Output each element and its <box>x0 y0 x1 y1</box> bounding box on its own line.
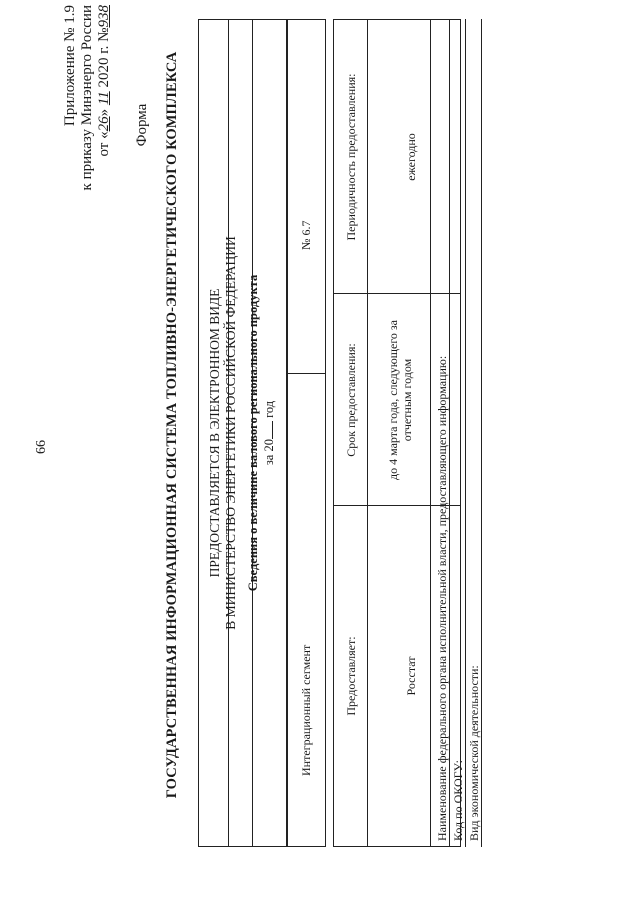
appendix-line-2: к приказу Минэнерго России <box>79 5 95 191</box>
form-label: Форма <box>134 103 150 147</box>
table-header: Срок предоставления: <box>344 343 358 457</box>
segment-divider <box>287 373 325 374</box>
authority-field <box>435 19 450 847</box>
page-title: ГОСУДАРСТВЕННАЯ ИНФОРМАЦИОННАЯ СИСТЕМА ТОПЛИВНО-ЭНЕРГЕТИЧЕСКОГО КОМПЛЕКСА <box>164 51 180 799</box>
table-divider <box>367 20 368 846</box>
table-cell: ежегодно <box>404 133 418 181</box>
handwritten-day: 26 <box>96 116 112 132</box>
report-title: Сведения о величине валового регионального продукта <box>246 274 260 592</box>
table-header: Предоставляет: <box>344 636 358 716</box>
year-blank <box>272 421 273 439</box>
table-header: Периодичность предоставления: <box>344 73 358 241</box>
table-cell: Росстат <box>404 656 418 696</box>
segment-box <box>286 19 326 847</box>
okogu-label: Код по ОКОГУ: <box>451 760 465 841</box>
submission-line-1: ПРЕДОСТАВЛЯЕТСЯ В ЭЛЕКТРОННОМ ВИДЕ <box>207 288 222 578</box>
okogu-field <box>451 19 466 847</box>
footer-fields <box>430 19 491 847</box>
page-number: 66 <box>34 440 49 454</box>
report-period <box>261 20 277 846</box>
appendix-block <box>62 5 113 205</box>
appendix-line-1: Приложение № 1.9 <box>62 5 78 127</box>
date-year: 2020 г. № <box>96 27 112 88</box>
authority-label: Наименование федерального органа исполнительной власти, предоставляющего информацию: <box>435 355 449 841</box>
submission-line-2: В МИНИСТЕРСТВО ЭНЕРГЕТИКИ РОССИЙСКОЙ ФЕДЕРАЦИИ <box>223 236 238 630</box>
handwritten-order-number: 938 <box>96 5 112 28</box>
segment-number: № 6.7 <box>299 220 313 250</box>
activity-field <box>467 19 482 847</box>
period-suffix: год <box>262 400 276 418</box>
period-prefix: за 20 <box>262 439 276 466</box>
date-prefix: от « <box>96 131 112 157</box>
date-mid: » <box>96 108 112 117</box>
report-title-box <box>228 19 288 847</box>
table-cell: до 4 марта года, следующего за отчетным годом <box>386 319 414 481</box>
appendix-line-3 <box>96 5 113 205</box>
handwritten-month: 11 <box>96 91 112 106</box>
segment-label: Интеграционный сегмент <box>299 644 313 776</box>
activity-label: Вид экономической деятельности: <box>467 665 481 841</box>
